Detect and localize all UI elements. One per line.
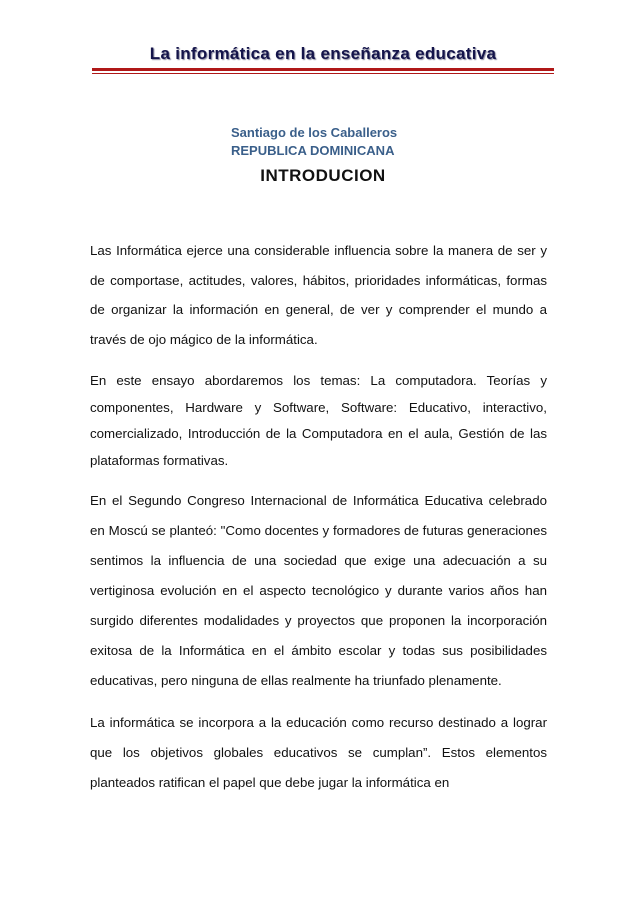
page-header-title: La informática en la enseñanza educativa	[149, 44, 497, 63]
header-rule-thin	[92, 73, 554, 74]
paragraph-2: En este ensayo abordaremos los temas: La computadora. Teorías y componentes, Hardware y Software, Software: Educativo, interactivo, comercializado, Introducción de la Computadora en el aula, Gestión de las plataformas formativas.	[90, 373, 547, 468]
paragraph-1: Las Informática ejerce una considerable influencia sobre la manera de ser y de comportase, actitudes, valores, hábitos, prioridades informáticas, formas de organizar la información en general, de ver y comprender el mundo a través de ojo mágico de la informática.	[90, 243, 547, 347]
location-city: Santiago de los Caballeros	[231, 125, 398, 140]
paragraph-4: La informática se incorpora a la educación como recurso destinado a lograr que los objetivos globales educativos se cumplan”. Estos elementos planteados ratifican el papel que debe jugar la informática en	[90, 715, 547, 790]
body-text	[90, 236, 547, 798]
location-country: REPUBLICA DOMINICANA	[231, 143, 395, 158]
paragraph-3: En el Segundo Congreso Internacional de Informática Educativa celebrado en Moscú se planteó: "Como docentes y formadores de futuras generaciones sentimos la influencia de una sociedad que exige una adecuación a su vertiginosa evolución en el aspecto tecnológico y durante varios años han surgido diferentes modalidades y proyectos que proponen la incorporación exitosa de la Informática en el ámbito escolar y todas sus posibilidades educativas, pero ninguna de ellas realmente ha triunfado plenamente.	[90, 493, 547, 688]
section-heading: INTRODUCION	[260, 166, 386, 185]
location-block	[231, 124, 397, 160]
header-rule-thick	[92, 68, 554, 71]
